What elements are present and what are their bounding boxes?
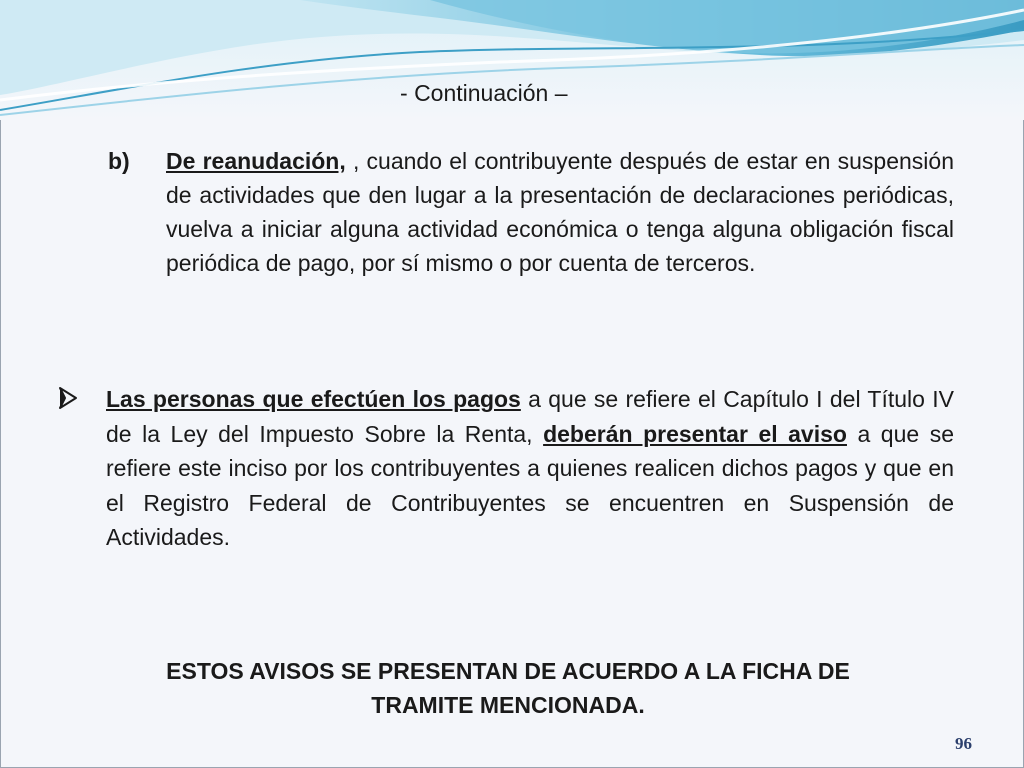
bullet-bold-2: deberán presentar el aviso <box>543 420 847 447</box>
item-b-heading: De reanudación, <box>166 148 346 174</box>
closing-line-1: ESTOS AVISOS SE PRESENTAN DE ACUERDO A LA FICHA DE <box>166 658 850 684</box>
paragraph-item-b <box>108 144 954 280</box>
slide-subtitle: - Continuación – <box>400 80 568 106</box>
bullet-text-2: a que se refiere este inciso por los contribuyentes a quienes realicen dichos pagos y que en el Registro Federal de Contribuyentes se encuentren en Suspensión de Actividades. <box>106 420 954 550</box>
item-b-text <box>166 144 954 280</box>
closing-line-2: TRAMITE MENCIONADA. <box>371 692 645 718</box>
item-marker: b) <box>108 148 130 174</box>
page-number: 96 <box>955 734 972 753</box>
bullet-bold-1: Las personas que efectúen los pagos <box>106 386 521 412</box>
bullet-text-1: a que se refiere el Capítulo I del Título IV de la Ley del Impuesto Sobre la Renta, <box>106 386 954 447</box>
bullet-paragraph <box>58 382 954 555</box>
closing-statement <box>60 654 956 722</box>
arrow-bullet-icon <box>58 386 78 410</box>
item-b-body: , cuando el contribuyente después de estar en suspensión de actividades que den lugar a la presentación de declaraciones periódicas, vuelva a iniciar alguna actividad económica o tenga alguna obligación fiscal periódica de pago, por sí mismo o por cuenta de terceros. <box>166 148 954 276</box>
bullet-text <box>106 382 954 555</box>
